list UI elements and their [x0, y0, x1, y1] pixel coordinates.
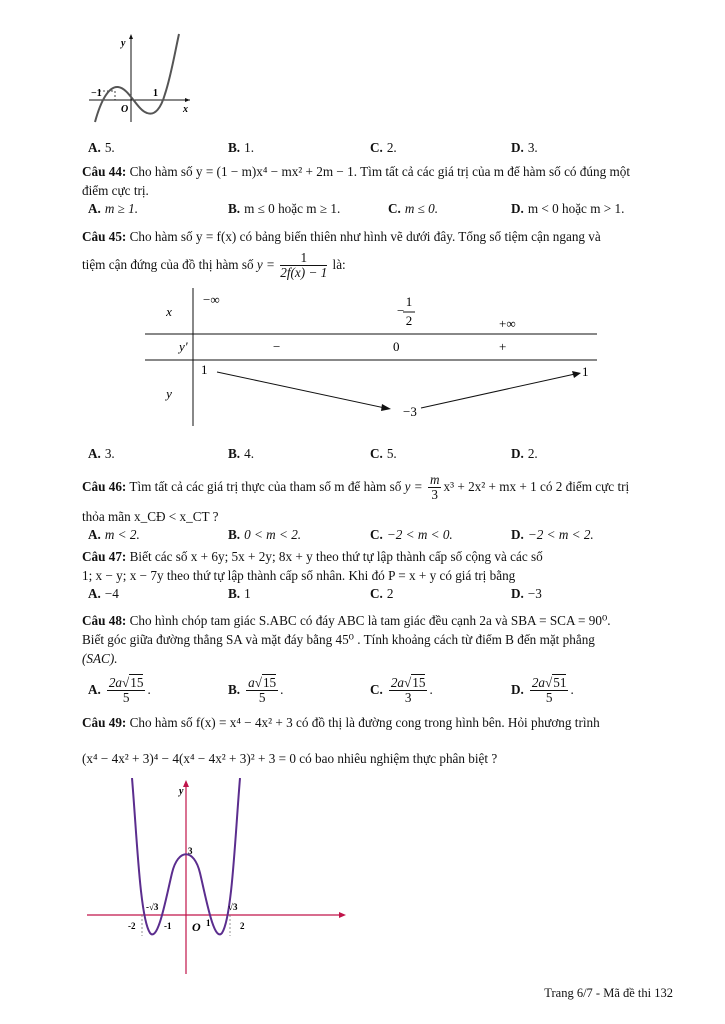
q45-label: Câu 45:	[82, 229, 127, 244]
q43-option-c[interactable]: C. 2.	[370, 140, 397, 155]
tick-label-one: 1	[153, 88, 158, 99]
q44-stem-line-1	[82, 163, 674, 180]
tick-label-minus-one: −1	[91, 88, 102, 99]
increasing-arrow	[421, 374, 575, 408]
q47-option-a[interactable]: A. −4	[88, 586, 119, 601]
q48-option-d[interactable]: D. $\frac{2a√51}{5}$ .	[511, 675, 574, 706]
table-sign-right: +	[499, 339, 507, 354]
q48-label: Câu 48:	[82, 613, 127, 628]
root-neg-sqrt3: -√3	[146, 902, 159, 912]
tick-two: 2	[240, 921, 245, 931]
q46-option-c[interactable]: C. −2 < m < 0.	[370, 527, 453, 542]
table-y-min: −3	[403, 404, 417, 419]
q43-option-b[interactable]: B. 1.	[228, 140, 254, 155]
q43-option-d[interactable]: D. 3.	[511, 140, 538, 155]
tick-minus-one: -1	[164, 921, 172, 931]
q49-label: Câu 49:	[82, 715, 127, 730]
table-x-header: x	[166, 304, 172, 319]
q49-stem-line-1: Câu 49: Cho hàm số f(x) = x⁴ − 4x² + 3 có đồ thị là đường cong trong hình bên. Hỏi phương trình	[82, 715, 600, 730]
q48-option-c[interactable]: C. $\frac{2a√15}{3}$ .	[370, 675, 433, 706]
variation-table	[145, 288, 600, 428]
q46-fraction: $\frac{m}{3}$	[429, 472, 440, 503]
q45-option-b[interactable]: B. 4.	[228, 446, 254, 461]
q44-text: Cho hàm số y = (1 − m)x⁴ − mx² + 2m − 1. Tìm tất cả các giá trị của m để hàm số có đúng một	[129, 164, 630, 179]
q48-stem-line-1: Câu 48: Cho hình chóp tam giác S.ABC có đáy ABC là tam giác đều cạnh 2a và SBA = SCA = 90⁰.	[82, 613, 611, 628]
table-mid-num: 1	[405, 294, 413, 309]
y-axis-label: y	[179, 786, 184, 797]
q45-stem-line-2: tiệm cận đứng của đồ thị hàm số y = $\frac{1}{2f(x) - 1}$ là:	[82, 250, 346, 281]
q49-stem-line-2: (x⁴ − 4x² + 3)⁴ − 4(x⁴ − 4x² + 3)² + 3 = 0 có bao nhiêu nghiệm thực phân biệt ?	[82, 751, 498, 766]
q47-stem-line-1: Câu 47: Biết các số x + 6y; 5x + 2y; 8x + y theo thứ tự lập thành cấp số cộng và các số	[82, 549, 543, 564]
q44-options	[88, 201, 678, 219]
table-neg-inf: −∞	[203, 292, 220, 307]
q45-stem-line-1	[82, 228, 674, 245]
table-mid-den: 2	[405, 313, 413, 328]
q43-options	[88, 140, 678, 158]
root-pos-sqrt3: √3	[228, 902, 238, 912]
q44-label: Câu 44:	[82, 164, 127, 179]
q46-options	[88, 527, 678, 545]
table-pos-inf: +∞	[499, 316, 516, 331]
q47-stem-line-2: 1; x − y; x − 7y theo thứ tự lập thành cấp số nhân. Khi đó P = x + y có giá trị bằng	[82, 568, 516, 583]
cubic-curve	[95, 34, 179, 122]
q47-options	[88, 586, 678, 604]
cubic-graph	[85, 30, 195, 125]
q47-option-c[interactable]: C. 2	[370, 586, 394, 601]
q44-option-a[interactable]: A. m ≥ 1.	[88, 201, 139, 216]
tick-one: 1	[206, 918, 211, 928]
q45-text: Cho hàm số y = f(x) có bảng biến thiên như hình vẽ dưới đây. Tổng số tiệm cận ngang và	[129, 229, 601, 244]
y-axis-label: y	[121, 38, 126, 49]
q48-options	[88, 670, 678, 710]
decreasing-arrow	[217, 372, 385, 408]
q45-option-d[interactable]: D. 2.	[511, 446, 538, 461]
table-mid-sign: −	[397, 303, 405, 318]
q45-options	[88, 446, 678, 464]
q48-option-b[interactable]: B. $\frac{a√15}{5}$ .	[228, 675, 284, 706]
q43-option-a[interactable]: A. 5.	[88, 140, 115, 155]
q47-label: Câu 47:	[82, 549, 127, 564]
q46-option-b[interactable]: B. 0 < m < 2.	[228, 527, 302, 542]
origin-label: O	[121, 104, 129, 115]
q45-fraction: $\frac{1}{2f(x) - 1}$	[280, 250, 328, 281]
q46-option-a[interactable]: A. m < 2.	[88, 527, 140, 542]
table-sign-left: −	[273, 339, 281, 354]
quartic-graph	[82, 778, 352, 978]
q48-stem-line-2: Biết góc giữa đường thẳng SA và mặt đáy bằng 45⁰ . Tính khoảng cách từ điểm B đến mặt phẳng	[82, 632, 595, 647]
q48-stem-line-3: (SAC).	[82, 651, 118, 666]
q46-option-d[interactable]: D. −2 < m < 2.	[511, 527, 594, 542]
table-yprime-header: y'	[179, 339, 188, 354]
q44-option-c[interactable]: C. m ≤ 0.	[388, 201, 439, 216]
table-y-header: y	[166, 386, 172, 401]
q44-stem-line-2: điểm cực trị.	[82, 183, 149, 198]
q44-option-b[interactable]: B. m ≤ 0 hoặc m ≥ 1.	[228, 201, 341, 216]
origin-label: O	[192, 920, 201, 934]
q44-option-d[interactable]: D. m < 0 hoặc m > 1.	[511, 201, 625, 216]
page-footer: Trang 6/7 - Mã đề thi 132	[544, 986, 673, 1000]
table-y-left: 1	[201, 362, 208, 377]
q47-option-b[interactable]: B. 1	[228, 586, 251, 601]
x-axis-label: x	[183, 104, 188, 115]
table-zero: 0	[393, 339, 400, 354]
q46-label: Câu 46:	[82, 479, 127, 494]
q45-option-c[interactable]: C. 5.	[370, 446, 397, 461]
q48-option-a[interactable]: A. $\frac{2a√15}{5}$ .	[88, 675, 151, 706]
peak-label: 3	[188, 846, 193, 856]
tick-minus-two: -2	[128, 921, 136, 931]
q46-stem-line-1: Câu 46: Tìm tất cả các giá trị thực của tham số m để hàm số y = $\frac{m}{3}$ x³ + 2x² + mx + 1 có 2 điểm cực trị	[82, 472, 630, 503]
q47-option-d[interactable]: D. −3	[511, 586, 542, 601]
table-y-right: 1	[582, 364, 589, 379]
q46-stem-line-2: thỏa mãn x_CĐ < x_CT ?	[82, 509, 219, 524]
q45-option-a[interactable]: A. 3.	[88, 446, 115, 461]
